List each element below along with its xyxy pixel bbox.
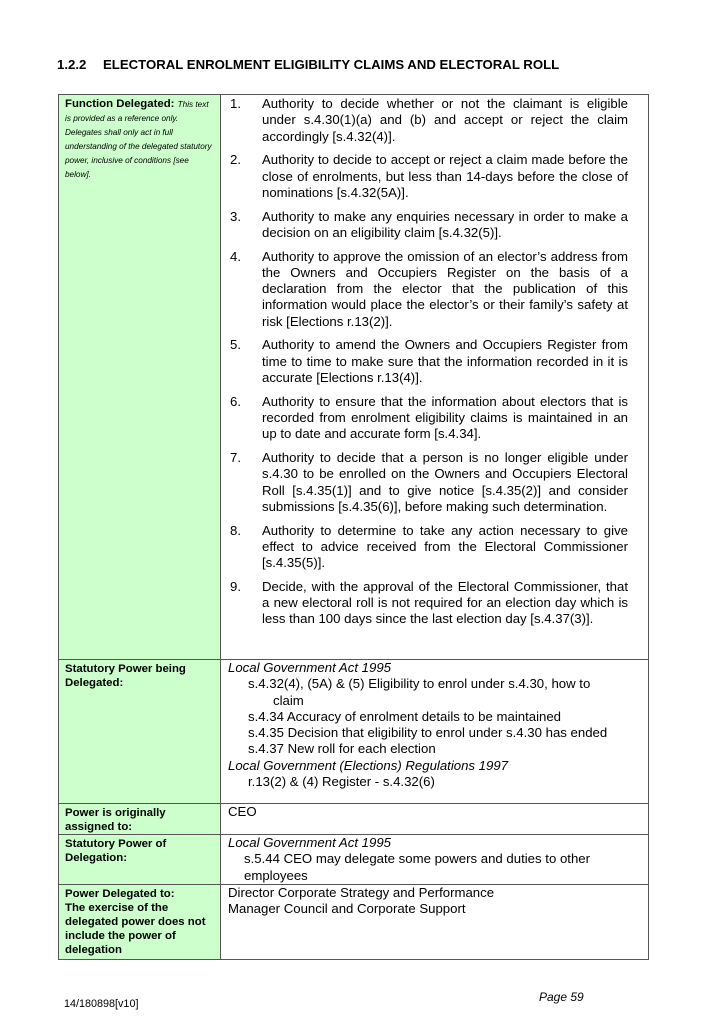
statutory-line-3: s.4.35 Decision that eligibility to enrol under s.4.30 has ended xyxy=(248,725,608,741)
delegated-to-row xyxy=(59,884,649,959)
function-item-text: Decide, with the approval of the Electoral Commissioner, that a new electoral roll is not required for an election day which is less than 100 days since the last election day [s.4.37(3)]. xyxy=(262,578,628,627)
function-label-cell xyxy=(59,95,221,660)
delegated-to-label-cell xyxy=(59,884,221,959)
delegated-to-condition: The exercise of the delegated power does not include the power of delegation xyxy=(65,901,206,956)
originally-assigned-value: CEO xyxy=(221,804,649,835)
statutory-power-row xyxy=(59,660,649,804)
originally-assigned-row xyxy=(59,804,649,835)
document-reference: 14/180898[v10] xyxy=(64,998,139,1010)
statutory-delegation-label: Statutory Power of Delegation: xyxy=(59,835,221,885)
function-item-text: Authority to ensure that the information about electors that is recorded from enrolment eligibility claims is maintained in an up to date and accurate form [s.4.34]. xyxy=(262,393,628,442)
function-label: Function Delegated: xyxy=(65,98,175,110)
function-item-text: Authority to decide that a person is no longer eligible under s.4.30 to be enrolled on the Owners and Occupiers Electoral Roll [s.4.35(1)] and to give notice [s.4.35(2)] and consider submissions [s.4.35(6)], before making such determination. xyxy=(262,449,628,514)
function-item xyxy=(228,450,628,515)
function-items-cell xyxy=(221,95,649,660)
delegation-act: Local Government Act 1995 xyxy=(228,835,391,850)
function-item xyxy=(228,209,628,242)
function-item-text: Authority to amend the Owners and Occupiers Register from time to time to make sure that the information recorded in it is accurate [Elections r.13(4)]. xyxy=(262,337,628,386)
statutory-line-1b: claim xyxy=(273,692,304,708)
statutory-line-2: s.4.34 Accuracy of enrolment details to be maintained xyxy=(248,708,562,724)
section-heading xyxy=(57,57,559,72)
function-item-number: 4. xyxy=(230,248,241,264)
delegation-line-1b: employees xyxy=(244,867,308,883)
function-item-text: Authority to decide whether or not the claimant is eligible under s.4.30(1)(a) and (b) and accept or reject the claim accordingly [s.4.32(4)]. xyxy=(262,96,628,144)
statutory-line-4: s.4.37 New roll for each election xyxy=(248,741,436,757)
function-item-number: 2. xyxy=(230,152,241,168)
statutory-regulations: Local Government (Elections) Regulations 1997 xyxy=(228,757,509,773)
function-item-number: 5. xyxy=(230,337,241,353)
function-note: This text is provided as a reference only. Delegates shall only act in full understanding of the delegated statutory power, inclusive of conditions [see below]. xyxy=(65,100,212,179)
function-items-list xyxy=(228,95,628,628)
page-number: Page 59 xyxy=(539,990,584,1004)
function-item-number: 8. xyxy=(230,522,241,538)
delegated-to-cell xyxy=(221,884,649,959)
delegate-1: Director Corporate Strategy and Performance xyxy=(228,884,495,900)
delegate-2: Manager Council and Corporate Support xyxy=(228,901,466,917)
originally-assigned-label: Power is originally assigned to: xyxy=(59,804,221,835)
statutory-line-1a: s.4.32(4), (5A) & (5) Eligibility to enrol under s.4.30, how to xyxy=(248,676,591,692)
function-item xyxy=(228,523,628,572)
section-number: 1.2.2 xyxy=(57,57,87,72)
statutory-reg-line: r.13(2) & (4) Register - s.4.32(6) xyxy=(248,774,435,790)
function-item xyxy=(228,394,628,443)
function-item-number: 9. xyxy=(230,578,241,594)
function-item-text: Authority to determine to take any action necessary to give effect to advice received from the Electoral Commissioner [s.4.35(5)]. xyxy=(262,522,628,571)
function-item xyxy=(228,579,628,628)
function-row xyxy=(59,95,649,660)
function-item xyxy=(228,337,628,386)
delegation-line-1a: s.5.44 CEO may delegate some powers and duties to other xyxy=(244,851,590,867)
statutory-power-cell xyxy=(221,660,649,804)
statutory-power-label: Statutory Power being Delegated: xyxy=(59,660,221,804)
function-item-number: 7. xyxy=(230,449,241,465)
function-item xyxy=(228,96,628,145)
function-item-number: 1. xyxy=(230,96,241,111)
function-item xyxy=(228,249,628,330)
statutory-act: Local Government Act 1995 xyxy=(228,660,391,675)
statutory-delegation-row xyxy=(59,835,649,885)
statutory-delegation-cell xyxy=(221,835,649,885)
function-item xyxy=(228,152,628,201)
function-item-text: Authority to make any enquiries necessary in order to make a decision on an eligibility claim [s.4.32(5)]. xyxy=(262,208,628,240)
delegation-table xyxy=(58,94,649,960)
delegated-to-label: Power Delegated to: xyxy=(65,887,175,900)
function-item-number: 6. xyxy=(230,393,241,409)
function-item-number: 3. xyxy=(230,208,241,224)
section-title: ELECTORAL ENROLMENT ELIGIBILITY CLAIMS AND ELECTORAL ROLL xyxy=(103,57,560,72)
function-item-text: Authority to approve the omission of an elector’s address from the Owners and Occupiers Register on the basis of a declaration from the elector that the publication of this information would place the elector’s or their family’s safety at risk [Elections r.13(2)]. xyxy=(262,248,628,329)
function-item-text: Authority to decide to accept or reject a claim made before the close of enrolments, but less than 14-days before the close of nominations [s.4.32(5A)]. xyxy=(262,152,628,200)
